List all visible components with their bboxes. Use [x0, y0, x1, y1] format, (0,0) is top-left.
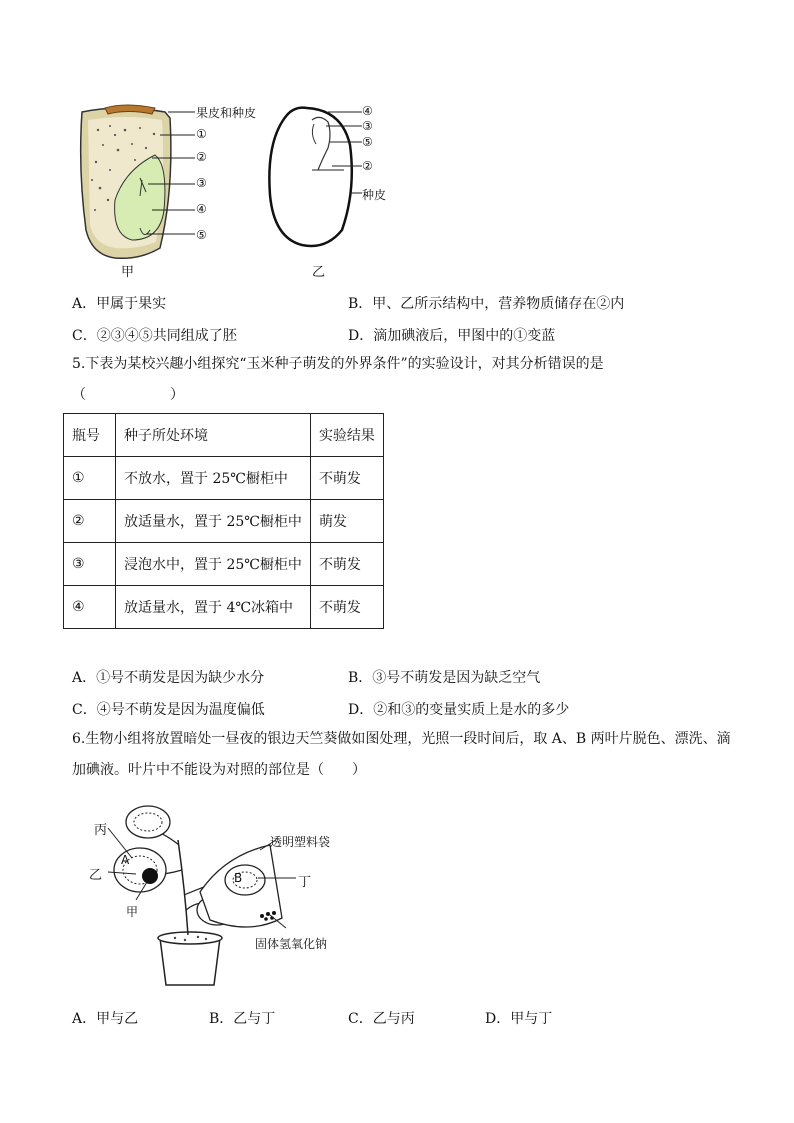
geranium-plant-figure	[90, 800, 350, 990]
label-guopi-zhongpi: 果皮和种皮	[196, 106, 257, 120]
label-leaf-a: A	[121, 853, 130, 867]
label-jia-2: ②	[196, 150, 207, 164]
table-cell: 不萌发	[310, 457, 383, 500]
corn-seed-figure	[70, 100, 270, 265]
label-jia-3: ③	[196, 176, 207, 190]
q5-stem: 5.下表为某校兴趣小组探究“玉米种子萌发的外界条件”的实验设计，对其分析错误的是	[72, 356, 604, 372]
table-cell: 不放水，置于 25℃橱柜中	[116, 457, 311, 500]
table-header-row	[64, 414, 384, 457]
table-row	[64, 586, 384, 629]
table-cell: 放适量水，置于 25℃橱柜中	[116, 500, 311, 543]
label-leaf-b: B	[234, 871, 243, 885]
table-cell: 浸泡水中，置于 25℃橱柜中	[116, 543, 311, 586]
table-cell: 不萌发	[310, 586, 383, 629]
label-yi-5: ⑤	[362, 135, 373, 149]
label-ding: 丁	[298, 875, 312, 890]
label-yi-3: ③	[362, 119, 373, 133]
label-jia-4: ④	[196, 202, 207, 216]
table-cell: ③	[64, 543, 116, 586]
q6-stem-line1: 6.生物小组将放置暗处一昼夜的银边天竺葵做如图处理，光照一段时间后，取 A、B 两叶片脱色、漂洗、滴	[72, 731, 731, 747]
label-naoh: 固体氢氧化钠	[255, 937, 328, 951]
label-yi-2: ②	[362, 159, 373, 173]
q6-option-d[interactable]: D．甲与丁	[485, 1011, 553, 1027]
table-header: 瓶号	[64, 414, 116, 457]
table-cell: 放适量水，置于 4℃冰箱中	[116, 586, 311, 629]
experiment-table	[63, 413, 384, 629]
label-transparent-bag: 透明塑料袋	[270, 835, 331, 849]
caption-jia: 甲	[121, 265, 135, 280]
table-cell: 不萌发	[310, 543, 383, 586]
caption-yi: 乙	[312, 265, 326, 280]
q4-option-c[interactable]: C．②③④⑤共同组成了胚	[72, 328, 237, 344]
table-row	[64, 543, 384, 586]
q4-option-d[interactable]: D．滴加碘液后，甲图中的①变蓝	[348, 328, 556, 344]
label-jia-5: ⑤	[196, 228, 207, 242]
table-header: 实验结果	[310, 414, 383, 457]
label-jia: 甲	[126, 905, 139, 919]
q4-option-a[interactable]: A．甲属于果实	[72, 296, 167, 312]
table-row	[64, 500, 384, 543]
q6-option-b[interactable]: B．乙与丁	[209, 1011, 276, 1027]
table-cell: ②	[64, 500, 116, 543]
label-yi-zhongpi: 种皮	[362, 188, 387, 202]
q5-answer-paren: （ ）	[72, 387, 184, 403]
q4-option-b[interactable]: B．甲、乙所示结构中，营养物质储存在②内	[348, 296, 625, 312]
q6-option-c[interactable]: C．乙与丙	[348, 1011, 415, 1027]
label-yi: 乙	[89, 868, 103, 883]
table-row	[64, 457, 384, 500]
table-header: 种子所处环境	[116, 414, 311, 457]
table-cell: ①	[64, 457, 116, 500]
q6-option-a[interactable]: A．甲与乙	[72, 1011, 139, 1027]
bean-seed-figure	[262, 100, 372, 260]
label-jia-1: ①	[196, 127, 207, 141]
q5-option-c[interactable]: C．④号不萌发是因为温度偏低	[72, 702, 265, 718]
q6-stem-line2: 加碘液。叶片中不能设为对照的部位是（ ）	[72, 762, 366, 778]
table-cell: 萌发	[310, 500, 383, 543]
q5-option-a[interactable]: A．①号不萌发是因为缺少水分	[72, 670, 265, 686]
label-yi-4: ④	[362, 104, 373, 118]
q5-option-b[interactable]: B．③号不萌发是因为缺乏空气	[348, 670, 541, 686]
table-cell: ④	[64, 586, 116, 629]
q5-option-d[interactable]: D．②和③的变量实质上是水的多少	[348, 702, 570, 718]
label-bing: 丙	[94, 823, 108, 838]
